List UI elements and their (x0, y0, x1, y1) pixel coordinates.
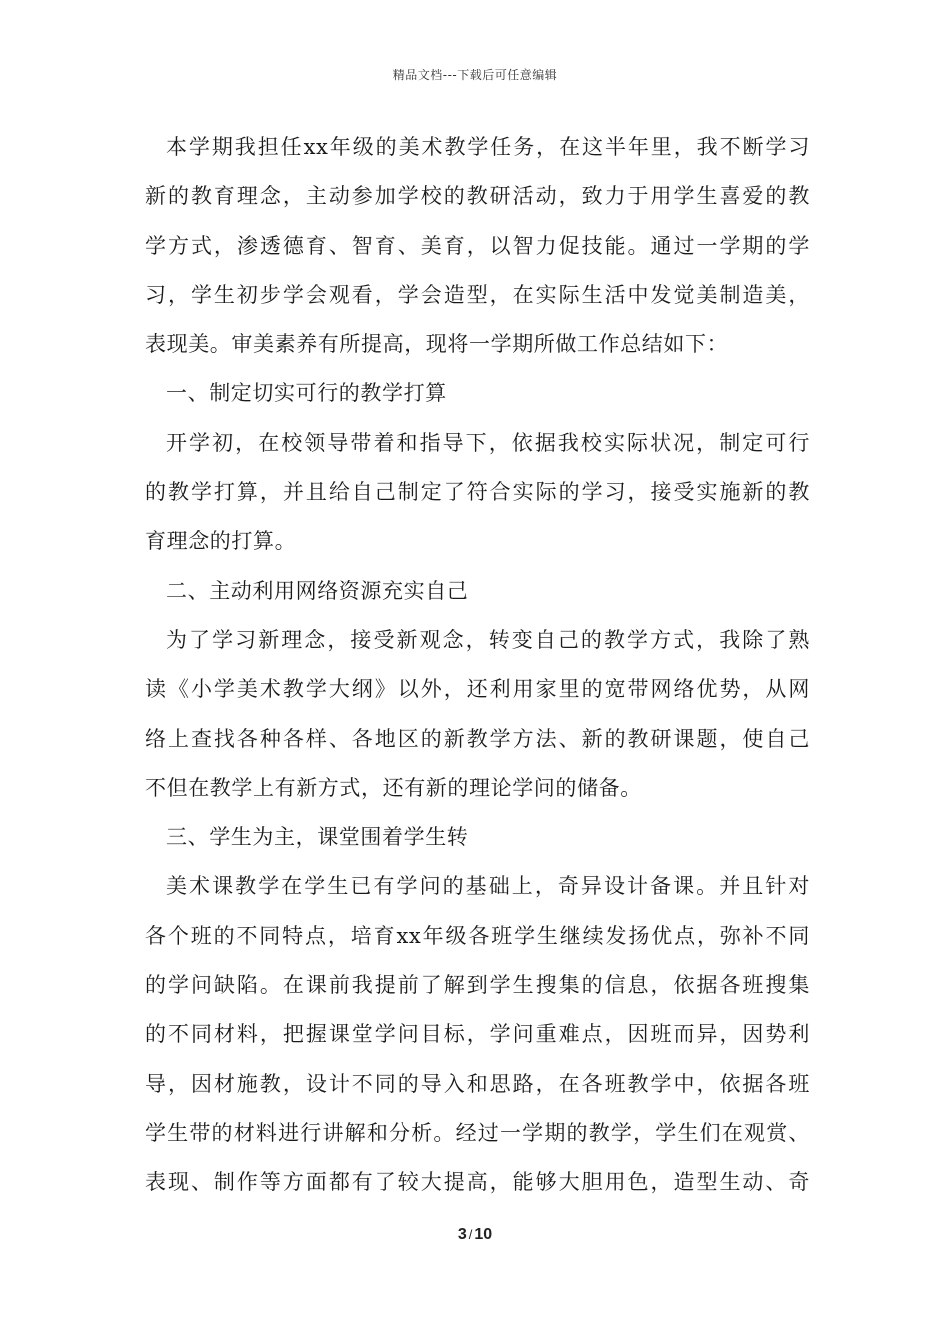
paragraph-line: 学生带的材料进行讲解和分析。经过一学期的教学，学生们在观赏、 (145, 1120, 810, 1145)
paragraph-line: 本学期我担任xx年级的美术教学任务，在这半年里，我不断学习 (166, 135, 810, 159)
paragraph-line: 表现美。审美素养有所提高，现将一学期所做工作总结如下： (145, 332, 729, 357)
paragraph-line: 表现、制作等方面都有了较大提高，能够大胆用色，造型生动、奇 (145, 1170, 810, 1195)
document-body (145, 127, 810, 1212)
page-number (0, 1226, 950, 1244)
page-current: 3 (457, 1226, 467, 1243)
paragraph-line: 开学初，在校领导带着和指导下，依据我校实际状况，制定可行 (166, 430, 810, 455)
page-separator: / (468, 1227, 473, 1242)
section-heading: 二、主动利用网络资源充实自己 (166, 578, 469, 603)
paragraph-line: 读《小学美术教学大纲》以外，还利用家里的宽带网络优势，从网 (145, 677, 810, 702)
paragraph-line: 的不同材料，把握课堂学问目标，学问重难点，因班而异，因势利 (145, 1022, 810, 1047)
paragraph-line: 各个班的不同特点，培育xx年级各班学生继续发扬优点，弥补不同 (145, 923, 810, 948)
paragraph-line: 的学问缺陷。在课前我提前了解到学生搜集的信息，依据各班搜集 (145, 973, 810, 998)
paragraph-line: 学方式，渗透德育、智育、美育，以智力促技能。通过一学期的学 (145, 233, 810, 258)
paragraph-line: 习，学生初步学会观看，学会造型，在实际生活中发觉美制造美， (145, 282, 810, 307)
paragraph-line: 为了学习新理念，接受新观念，转变自己的教学方式，我除了熟 (166, 627, 810, 652)
paragraph-line: 美术课教学在学生已有学问的基础上，奇异设计备课。并且针对 (166, 874, 810, 899)
paragraph-line: 育理念的打算。 (145, 529, 297, 554)
paragraph-line: 络上查找各种各样、各地区的新教学方法、新的教研课题，使自己 (145, 726, 810, 751)
section-heading: 一、制定切实可行的教学打算 (166, 381, 447, 406)
page-header: 精品文档---下载后可任意编辑 (392, 68, 558, 82)
paragraph-line: 不但在教学上有新方式，还有新的理论学问的储备。 (145, 775, 642, 800)
paragraph-line: 的教学打算，并且给自己制定了符合实际的学习，接受实施新的教 (145, 480, 810, 505)
page-total: 10 (474, 1226, 493, 1243)
paragraph-line: 新的教育理念，主动参加学校的教研活动，致力于用学生喜爱的教 (145, 184, 810, 209)
paragraph-line: 导，因材施教，设计不同的导入和思路，在各班教学中，依据各班 (145, 1071, 810, 1096)
section-heading: 三、学生为主，课堂围着学生转 (166, 825, 469, 850)
